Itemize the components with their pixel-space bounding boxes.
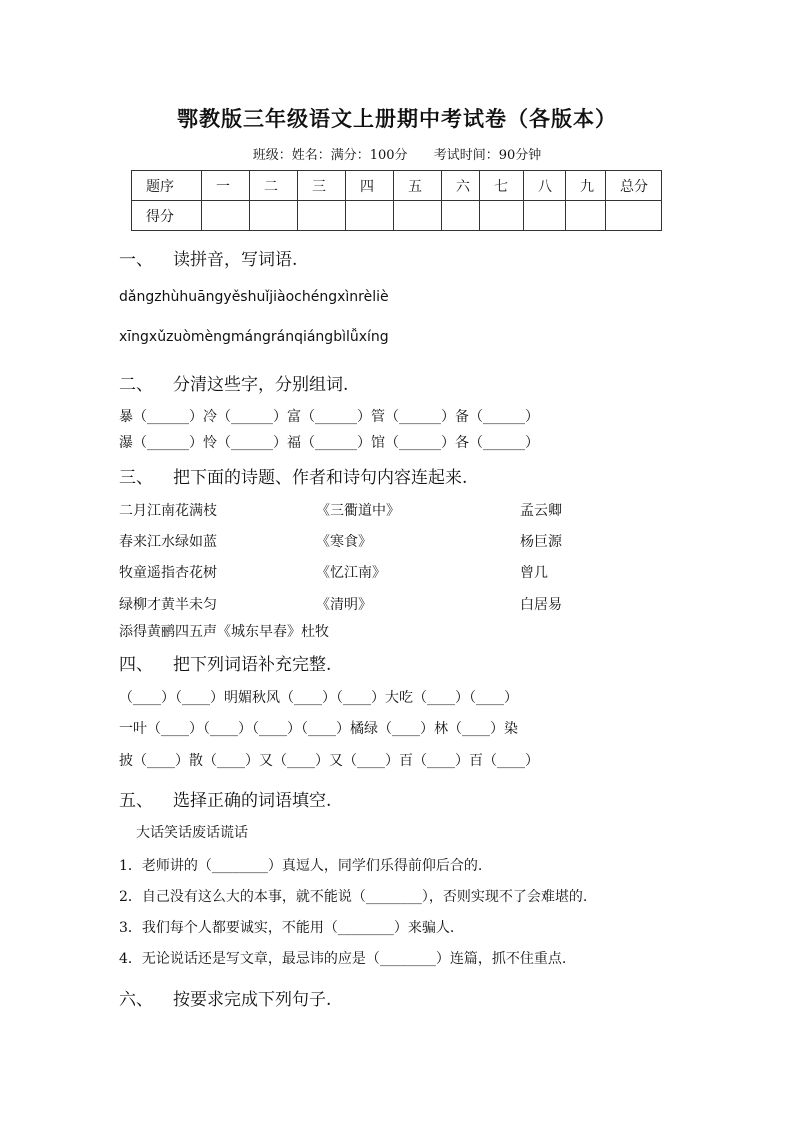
poem-title: 《忆江南》 <box>316 565 386 581</box>
score-row-label: 得分 <box>132 201 202 231</box>
section-number: 三、 <box>119 468 153 488</box>
idiom-row: 一叶（____）（____）（____）（____）橘绿（____）林（____）染 <box>119 721 518 737</box>
poem-author: 白居易 <box>520 597 562 613</box>
section-number: 一、 <box>119 250 153 270</box>
section-heading <box>119 985 331 1010</box>
poem-line: 绿柳才黄半未匀 <box>119 597 217 613</box>
poem-extra-line: 添得黄鹂四五声《城东早春》杜牧 <box>119 624 329 640</box>
score-header-cell: 三 <box>298 171 346 201</box>
page-title: 鄂教版三年级语文上册期中考试卷（各版本） <box>177 106 617 131</box>
score-cell <box>346 201 394 231</box>
poem-author: 曾几 <box>520 565 548 581</box>
score-header-cell: 题序 <box>132 171 202 201</box>
score-cell <box>298 201 346 231</box>
poem-author: 杨巨源 <box>520 534 562 550</box>
section-heading <box>119 463 467 488</box>
section-title: 选择正确的词语填空. <box>173 791 332 811</box>
word-bank: 大话笑话废话谎话 <box>136 825 248 841</box>
poem-author: 孟云卿 <box>520 503 562 519</box>
score-header-cell: 六 <box>442 171 480 201</box>
score-cell <box>394 201 442 231</box>
score-cell <box>524 201 566 231</box>
score-cell <box>566 201 606 231</box>
score-table <box>131 170 662 231</box>
score-header-cell: 五 <box>394 171 442 201</box>
exam-time-label: 考试时间：90分钟 <box>433 148 542 163</box>
fill-item: 2．自己没有这么大的本事，就不能说（________），否则实现不了会难堪的. <box>119 889 588 905</box>
score-cell <box>202 201 250 231</box>
score-cell <box>606 201 662 231</box>
pinyin-line: dǎngzhùhuāngyěshuǐjiàochéngxìnrèliè <box>119 289 389 305</box>
poem-line: 二月江南花满枝 <box>119 503 217 519</box>
section-number: 二、 <box>119 375 153 395</box>
section-heading <box>119 650 331 675</box>
score-header-cell: 七 <box>480 171 524 201</box>
score-cell <box>250 201 298 231</box>
idiom-row: （____）（____）明媚秋风（____）（____）大吃（____）（____） <box>119 690 518 706</box>
section-number: 五、 <box>119 791 153 811</box>
poem-title: 《三衢道中》 <box>316 503 400 519</box>
char-row: 瀑（______）怜（______）福（______）馆（______）各（______） <box>119 435 539 451</box>
score-header-row <box>132 171 662 201</box>
section-heading <box>119 245 297 270</box>
score-header-cell: 一 <box>202 171 250 201</box>
exam-info <box>0 144 794 163</box>
class-name-score-label: 班级：姓名：满分：100分 <box>252 148 408 163</box>
poem-title: 《寒食》 <box>316 534 372 550</box>
char-row: 暴（______）冷（______）富（______）管（______）备（______） <box>119 409 539 425</box>
score-cell <box>480 201 524 231</box>
idiom-row: 披（____）散（____）又（____）又（____）百（____）百（____） <box>119 753 539 769</box>
pinyin-line: xīngxǔzuòmèngmángránqiángbìlǚxíng <box>119 329 389 345</box>
fill-item: 1．老师讲的（________）真逗人，同学们乐得前仰后合的. <box>119 858 483 874</box>
section-heading <box>119 370 348 395</box>
score-value-row <box>132 201 662 231</box>
score-header-cell: 四 <box>346 171 394 201</box>
section-title: 按要求完成下列句子. <box>173 990 332 1010</box>
section-number: 六、 <box>119 990 153 1010</box>
section-title: 分清这些字，分别组词. <box>173 375 349 395</box>
section-title: 读拼音，写词语. <box>173 250 298 270</box>
score-header-cell: 总分 <box>606 171 662 201</box>
section-title: 把下面的诗题、作者和诗句内容连起来. <box>173 468 468 488</box>
score-header-cell: 九 <box>566 171 606 201</box>
fill-item: 4．无论说话还是写文章，最忌讳的应是（________）连篇，抓不住重点. <box>119 951 567 967</box>
score-cell <box>442 201 480 231</box>
section-heading <box>119 786 331 811</box>
score-header-cell: 八 <box>524 171 566 201</box>
poem-line: 春来江水绿如蓝 <box>119 534 217 550</box>
fill-item: 3．我们每个人都要诚实，不能用（________）来骗人. <box>119 920 455 936</box>
score-header-cell: 二 <box>250 171 298 201</box>
poem-title: 《清明》 <box>316 597 372 613</box>
section-title: 把下列词语补充完整. <box>173 655 332 675</box>
section-number: 四、 <box>119 655 153 675</box>
poem-line: 牧童遥指杏花树 <box>119 565 217 581</box>
